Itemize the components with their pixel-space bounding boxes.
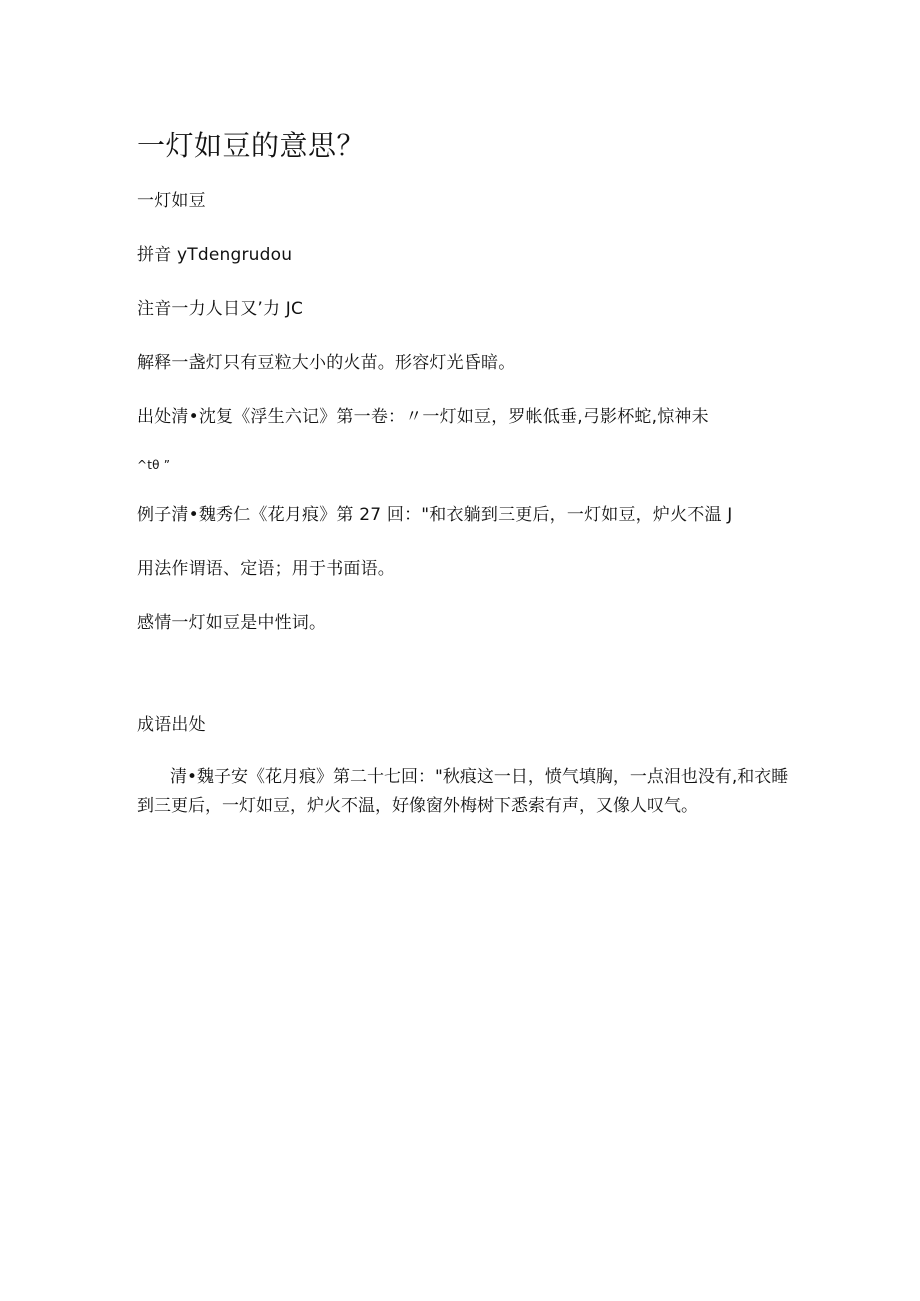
origin-heading: 成语出处 [137, 715, 206, 735]
pinyin-line: 拼音 yTdengrudou [137, 245, 293, 265]
example-line: 例子清•魏秀仁《花月痕》第 27 回："和衣躺到三更后，一灯如豆，炉火不温 J [137, 505, 733, 525]
term-line: 一灯如豆 [137, 191, 206, 211]
usage-line: 用法作谓语、定语；用于书面语。 [137, 559, 395, 579]
zhuyin-line: 注音一力人日又’力 JC [137, 299, 304, 319]
source-line-1: 出处清•沈复《浮生六记》第一卷：〃一灯如豆，罗帐低垂,弓影杯蛇,惊神未 [137, 407, 709, 427]
source-line-2: ^tθ ” [137, 458, 171, 472]
explanation-line: 解释一盏灯只有豆粒大小的火苗。形容灯光昏暗。 [137, 353, 516, 373]
origin-paragraph: 清•魏子安《花月痕》第二十七回："秋痕这一日，愤气填胸，一点泪也没有,和衣睡到三更后，一灯如豆，炉火不温，好像窗外梅树下悉索有声，又像人叹气。 [137, 767, 789, 816]
page-title: 一灯如豆的意思？ [137, 129, 366, 162]
sentiment-line: 感情一灯如豆是中性词。 [137, 613, 327, 633]
